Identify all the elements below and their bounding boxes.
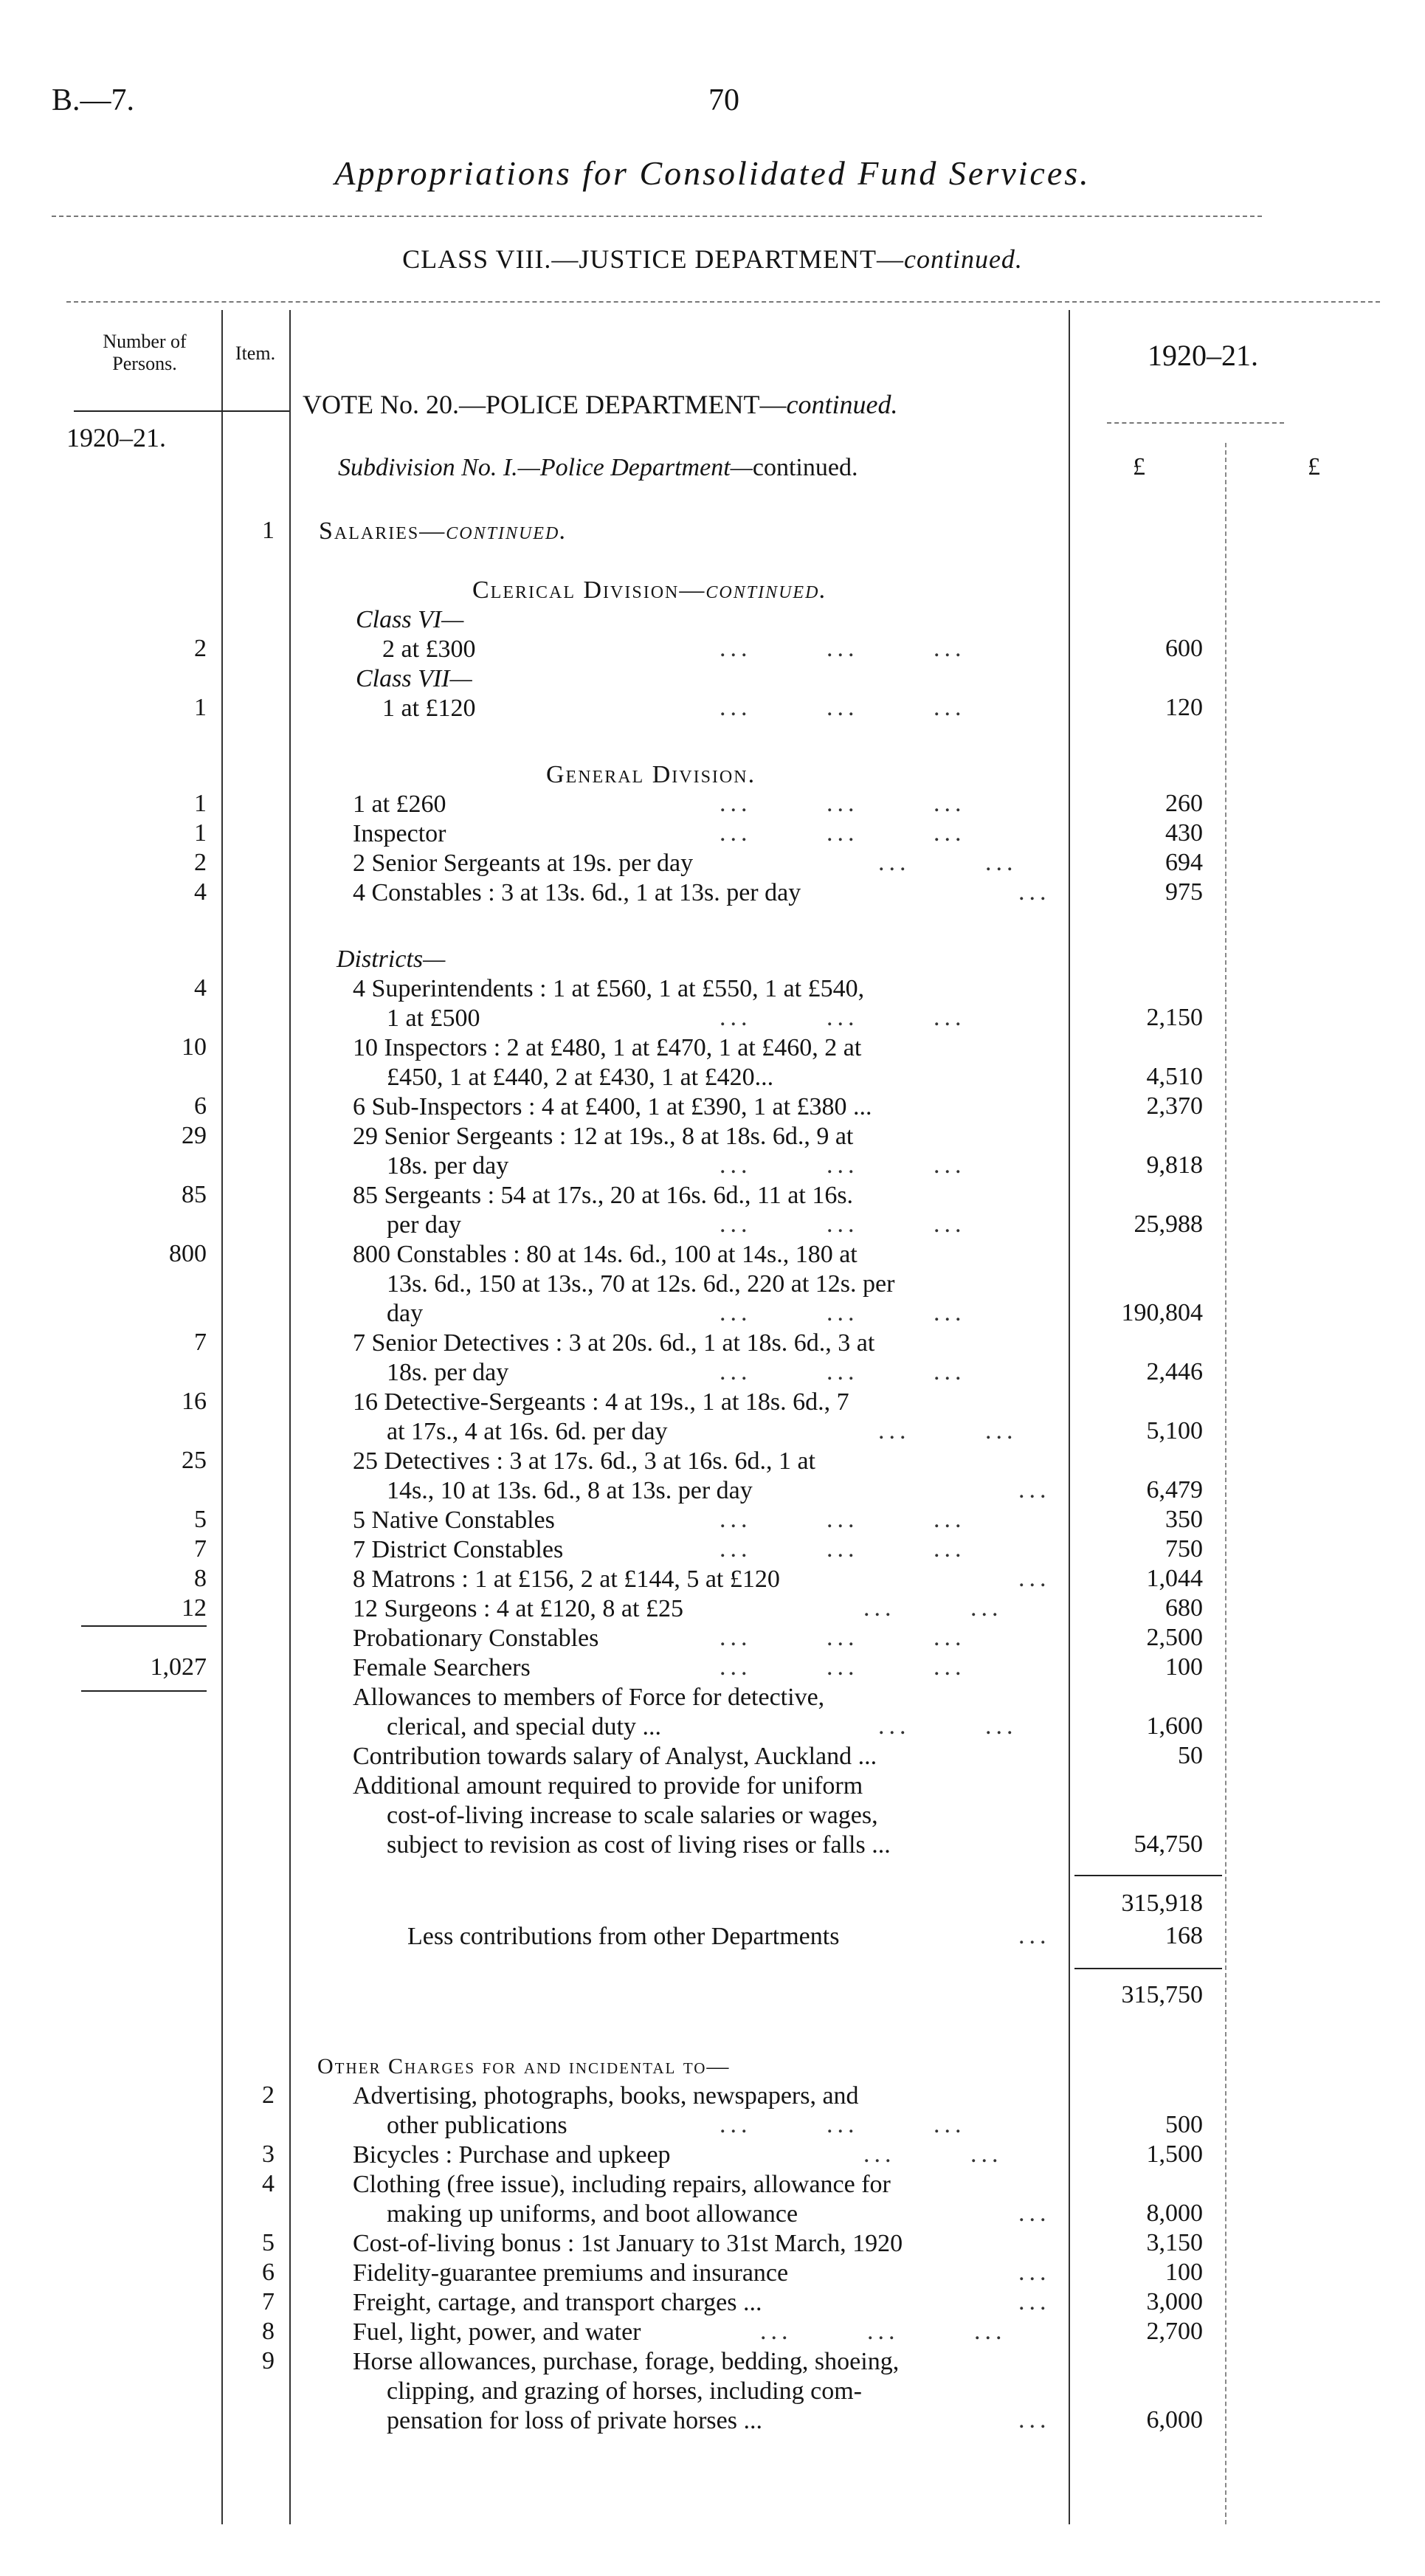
amount-value: 4,510 bbox=[1146, 1063, 1203, 1090]
row-description: 4 Constables : 3 at 13s. 6d., 1 at 13s. per day bbox=[353, 879, 801, 906]
persons-value: 7 bbox=[194, 1329, 207, 1356]
class-vii-label: Class VII— bbox=[356, 665, 472, 692]
additional-description-continued: cost-of-living increase to scale salaries or wages, bbox=[387, 1802, 878, 1829]
amount-value: 430 bbox=[1165, 819, 1203, 847]
amount-value: 6,479 bbox=[1146, 1476, 1203, 1504]
charge-description: Fidelity-guarantee premiums and insurance bbox=[353, 2259, 789, 2287]
allowances-description-continued: clerical, and special duty ... bbox=[387, 1713, 661, 1740]
row-description-continued: 14s., 10 at 13s. 6d., 8 at 13s. per day bbox=[387, 1477, 753, 1504]
persons-value: 1 bbox=[194, 790, 207, 817]
persons-value: 2 bbox=[194, 635, 207, 662]
persons-value: 16 bbox=[182, 1388, 207, 1415]
additional-description: Additional amount required to provide for uniform bbox=[353, 1772, 863, 1800]
amount-value: 9,818 bbox=[1146, 1151, 1203, 1179]
row-description-continued: 13s. 6d., 150 at 13s., 70 at 12s. 6d., 220 at 12s. per bbox=[387, 1270, 895, 1298]
amount-value: 2,446 bbox=[1146, 1358, 1203, 1385]
charge-amount: 3,150 bbox=[1146, 2229, 1203, 2256]
amount-value: 100 bbox=[1165, 1653, 1203, 1681]
districts-heading: Districts— bbox=[337, 946, 446, 973]
year-column-header: 1920–21. bbox=[1148, 339, 1258, 372]
persons-value: 29 bbox=[182, 1122, 207, 1149]
page-number: 70 bbox=[708, 83, 739, 117]
row-description: 7 District Constables bbox=[353, 1536, 564, 1563]
amount-value: 750 bbox=[1165, 1535, 1203, 1563]
row-description-continued: at 17s., 4 at 16s. 6d. per day bbox=[387, 1418, 668, 1445]
persons-value: 10 bbox=[182, 1033, 207, 1061]
amount-value: 975 bbox=[1165, 878, 1203, 906]
row-description-continued: £450, 1 at £440, 2 at £430, 1 at £420... bbox=[387, 1064, 774, 1091]
row-description: 16 Detective-Sergeants : 4 at 19s., 1 at 18s. 6d., 7 bbox=[353, 1388, 849, 1416]
allowances-amount: 1,600 bbox=[1146, 1712, 1203, 1740]
amount-value: 120 bbox=[1165, 694, 1203, 721]
row-description: 1 at £260 bbox=[353, 791, 446, 818]
class-vi-label: Class VI— bbox=[356, 606, 464, 633]
other-charges-heading: Other Charges for and incidental to— bbox=[317, 2054, 731, 2079]
charge-amount: 500 bbox=[1165, 2111, 1203, 2138]
charge-description: Clothing (free issue), including repairs, allowance for bbox=[353, 2171, 891, 2198]
item-number: 5 bbox=[262, 2229, 275, 2256]
persons-value: 2 bbox=[194, 849, 207, 876]
persons-value: 800 bbox=[169, 1240, 207, 1267]
amount-value: 350 bbox=[1165, 1506, 1203, 1533]
charge-description-continued: clipping, and grazing of horses, including com- bbox=[387, 2377, 862, 2405]
net-total-rule bbox=[1074, 1968, 1222, 1969]
amount-value: 25,988 bbox=[1134, 1210, 1203, 1238]
row-description-continued: day bbox=[387, 1300, 424, 1327]
less-contributions-amount: 168 bbox=[1165, 1922, 1203, 1949]
persons-total: 1,027 bbox=[150, 1653, 207, 1681]
amount-value: 2,500 bbox=[1146, 1624, 1203, 1651]
row-description-continued: 18s. per day bbox=[387, 1152, 509, 1179]
charge-amount: 8,000 bbox=[1146, 2200, 1203, 2227]
amount-value: 1,044 bbox=[1146, 1565, 1203, 1592]
general-division-heading: General Division. bbox=[546, 761, 756, 788]
row-description: 5 Native Constables bbox=[353, 1506, 555, 1534]
subtotal-amount: 315,918 bbox=[1121, 1890, 1203, 1917]
row-description: 2 at £300 bbox=[382, 636, 476, 663]
row-description: 6 Sub-Inspectors : 4 at £400, 1 at £390, 1 at £380 ... bbox=[353, 1093, 872, 1120]
less-contributions-label: Less contributions from other Departments bbox=[407, 1923, 840, 1950]
charge-description: Cost-of-living bonus : 1st January to 31st March, 1920 bbox=[353, 2230, 903, 2257]
amount-value: 694 bbox=[1165, 849, 1203, 876]
header-underline-right bbox=[1107, 422, 1284, 424]
persons-value: 4 bbox=[194, 974, 207, 1002]
charge-amount: 2,700 bbox=[1146, 2318, 1203, 2345]
row-description: 25 Detectives : 3 at 17s. 6d., 3 at 16s. 6d., 1 at bbox=[353, 1447, 816, 1475]
charge-amount: 3,000 bbox=[1146, 2288, 1203, 2315]
subtotal-rule bbox=[1074, 1875, 1222, 1876]
amount-value: 600 bbox=[1165, 635, 1203, 662]
row-description: 800 Constables : 80 at 14s. 6d., 100 at 14s., 180 at bbox=[353, 1241, 858, 1268]
salaries-item-number: 1 bbox=[262, 517, 275, 544]
persons-value: 6 bbox=[194, 1092, 207, 1120]
allowances-description: Allowances to members of Force for detective, bbox=[353, 1684, 825, 1711]
item-number: 9 bbox=[262, 2347, 275, 2374]
charge-description: Bicycles : Purchase and upkeep bbox=[353, 2141, 671, 2169]
row-description: Inspector bbox=[353, 820, 446, 847]
persons-value: 1 bbox=[194, 694, 207, 721]
class-heading: CLASS VIII.—JUSTICE DEPARTMENT—continued. bbox=[402, 244, 1023, 274]
pound-sign-col-2: £ bbox=[1308, 453, 1320, 481]
persons-value: 5 bbox=[194, 1506, 207, 1533]
row-description: 4 Superintendents : 1 at £560, 1 at £550, 1 at £540, bbox=[353, 975, 865, 1002]
row-description-continued: per day bbox=[387, 1211, 462, 1239]
item-header: Item. bbox=[235, 342, 276, 364]
table-top-rule bbox=[66, 301, 1380, 303]
additional-description-continued: subject to revision as cost of living rises or falls ... bbox=[387, 1831, 891, 1859]
persons-value: 8 bbox=[194, 1565, 207, 1592]
charge-description-continued: pensation for loss of private horses ... bbox=[387, 2407, 762, 2434]
amount-value: 260 bbox=[1165, 790, 1203, 817]
contribution-description: Contribution towards salary of Analyst, Auckland ... bbox=[353, 1743, 877, 1770]
title-rule bbox=[52, 216, 1262, 217]
subdivision-title: Subdivision No. I.—Police Department—continued. bbox=[338, 454, 858, 481]
pound-sign-col-1: £ bbox=[1133, 453, 1145, 481]
charge-description: Freight, cartage, and transport charges ... bbox=[353, 2289, 762, 2316]
column-rule-amount bbox=[1225, 443, 1226, 2524]
row-description: 7 Senior Detectives : 3 at 20s. 6d., 1 at 18s. 6d., 3 at bbox=[353, 1329, 875, 1357]
persons-value: 85 bbox=[182, 1181, 207, 1208]
clerical-division-heading: Clerical Division—continued. bbox=[472, 576, 827, 604]
persons-value: 12 bbox=[182, 1594, 207, 1622]
charge-amount: 6,000 bbox=[1146, 2406, 1203, 2434]
persons-total-underline bbox=[81, 1690, 207, 1692]
charge-description: Fuel, light, power, and water bbox=[353, 2318, 641, 2346]
column-rule-item bbox=[289, 310, 291, 2524]
row-description: 10 Inspectors : 2 at £480, 1 at £470, 1 at £460, 2 at bbox=[353, 1034, 862, 1061]
row-description: 2 Senior Sergeants at 19s. per day bbox=[353, 850, 694, 877]
persons-total-rule bbox=[81, 1625, 207, 1627]
item-number: 6 bbox=[262, 2259, 275, 2286]
item-number: 7 bbox=[262, 2288, 275, 2315]
charge-amount: 1,500 bbox=[1146, 2141, 1203, 2168]
row-description-continued: 18s. per day bbox=[387, 1359, 509, 1386]
amount-value: 190,804 bbox=[1121, 1299, 1203, 1326]
row-description: 1 at £120 bbox=[382, 695, 476, 722]
document-code: B.—7. bbox=[52, 83, 135, 117]
persons-value: 7 bbox=[194, 1535, 207, 1563]
contribution-amount: 50 bbox=[1178, 1742, 1203, 1769]
row-description: 29 Senior Sergeants : 12 at 19s., 8 at 18s. 6d., 9 at bbox=[353, 1123, 854, 1150]
vote-title: VOTE No. 20.—POLICE DEPARTMENT—continued. bbox=[303, 390, 898, 419]
row-description: 12 Surgeons : 4 at £120, 8 at £25 bbox=[353, 1595, 683, 1622]
amount-value: 2,150 bbox=[1146, 1004, 1203, 1031]
row-description: 8 Matrons : 1 at £156, 2 at £144, 5 at £120 bbox=[353, 1566, 780, 1593]
persons-value: 4 bbox=[194, 878, 207, 906]
item-number: 8 bbox=[262, 2318, 275, 2345]
amount-value: 2,370 bbox=[1146, 1092, 1203, 1120]
amount-value: 680 bbox=[1165, 1594, 1203, 1622]
item-number: 3 bbox=[262, 2141, 275, 2168]
item-number: 4 bbox=[262, 2170, 275, 2197]
charge-amount: 100 bbox=[1165, 2259, 1203, 2286]
charge-description-continued: making up uniforms, and boot allowance bbox=[387, 2200, 798, 2228]
additional-amount: 54,750 bbox=[1134, 1831, 1203, 1858]
charge-description: Horse allowances, purchase, forage, bedding, shoeing, bbox=[353, 2348, 900, 2375]
page-title: Appropriations for Consolidated Fund Services. bbox=[334, 154, 1091, 192]
row-description: Probationary Constables bbox=[353, 1625, 599, 1652]
salaries-heading: Salaries—continued. bbox=[319, 517, 567, 545]
amount-value: 5,100 bbox=[1146, 1417, 1203, 1444]
net-total-amount: 315,750 bbox=[1121, 1981, 1203, 2008]
item-number: 2 bbox=[262, 2081, 275, 2109]
row-description: 85 Sergeants : 54 at 17s., 20 at 16s. 6d., 11 at 16s. bbox=[353, 1182, 854, 1209]
year-left-label: 1920–21. bbox=[66, 423, 166, 452]
charge-description: Advertising, photographs, books, newspapers, and bbox=[353, 2082, 859, 2110]
persons-value: 25 bbox=[182, 1447, 207, 1474]
row-description-continued: 1 at £500 bbox=[387, 1005, 480, 1032]
row-description: Female Searchers bbox=[353, 1654, 531, 1681]
header-underline-left bbox=[74, 410, 289, 412]
persons-value: 1 bbox=[194, 819, 207, 847]
charge-description-continued: other publications bbox=[387, 2112, 567, 2139]
number-of-persons-header: Number of Persons. bbox=[103, 331, 187, 374]
